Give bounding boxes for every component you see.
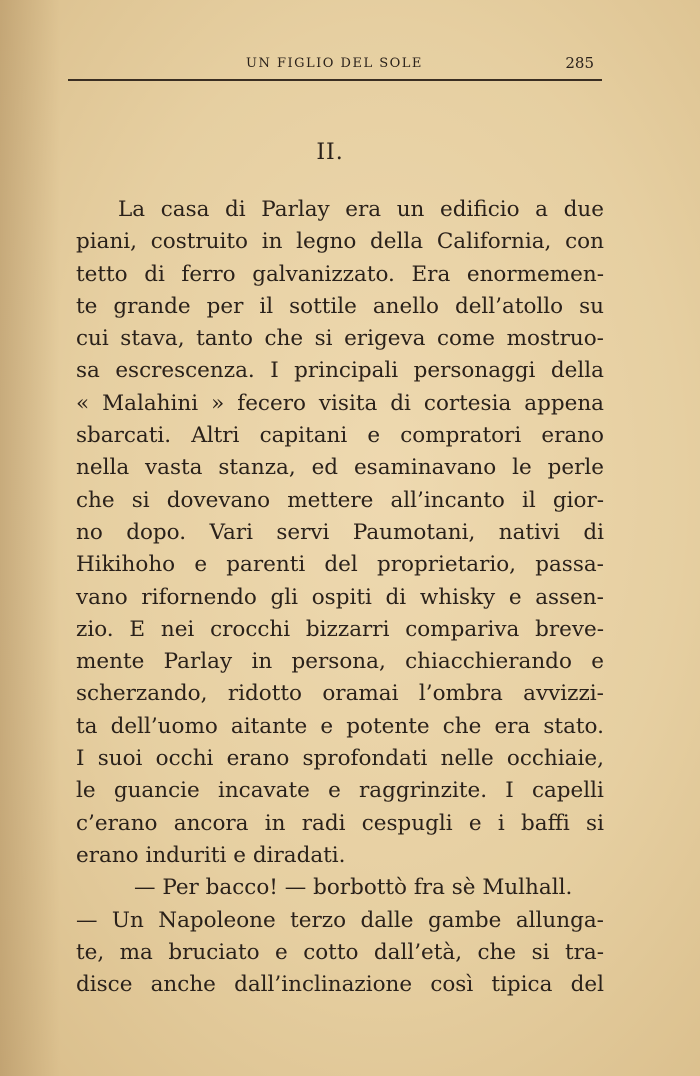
word: aitante [230,713,308,739]
word: gli [270,584,299,610]
word: galvanizzato. [252,261,395,287]
word: le [76,778,96,804]
word: cui [76,326,109,352]
word: di [225,197,246,222]
word: whisky [419,584,496,610]
word: ridotto [227,681,302,707]
word: mostruo- [506,326,604,352]
word: e [508,584,522,610]
text-line [76,323,604,355]
word: come [436,326,496,352]
word: di [390,390,411,416]
word: compariva [405,616,520,642]
word: Un [111,907,144,933]
word: Parlay [163,649,233,675]
word: Paumotani, [352,519,476,545]
word: chiacchierando [405,649,572,675]
word: stanza, [218,455,296,481]
word: occhi [155,746,214,772]
word: che [442,713,482,739]
text-line [76,614,604,646]
word: crocchi [210,616,291,642]
word: ospiti [311,584,372,610]
word: gior- [552,487,604,513]
word: cotto [303,939,359,965]
word: all’incanto [390,487,505,513]
text-line [76,452,604,484]
word: zio. [76,616,114,642]
dialogue-line: — Per bacco! — borbottò fra sè Mulhall. [134,875,573,901]
word: così [430,972,474,998]
word: dall’età, [373,939,463,965]
word: capitani [259,423,348,449]
word: personaggi [413,358,536,384]
word: per [206,293,244,319]
word: edificio [440,197,520,222]
text-line [76,259,604,291]
word: del [324,552,358,578]
word: mente [76,649,145,675]
word: scherzando, [76,681,208,707]
word: te [76,293,98,319]
word: stava, [120,326,185,352]
text-line [76,937,604,969]
word: erano [541,423,604,449]
word: dell’uomo [110,713,218,739]
word: I [270,358,279,384]
word: Malahini [102,390,199,416]
word: che [76,487,115,513]
word: si [131,487,150,513]
running-head [68,52,598,74]
word: piani, [76,229,138,255]
word: in [264,810,286,836]
word: e [591,649,604,675]
word: Altri [191,423,240,449]
word: nativi [498,519,560,545]
text-line [76,678,604,710]
word: esaminavano [353,455,497,481]
word: legno [296,229,357,255]
word: tipica [491,972,553,998]
word: costruito [150,229,248,255]
word: bizzarri [305,616,390,642]
word: con [565,229,604,255]
word: di [385,584,407,610]
word: che [264,326,304,352]
word: vasta [145,455,203,481]
dialogue-line [76,905,604,937]
word: era [494,713,531,739]
text-line [76,808,604,840]
word: sottile [289,293,357,319]
text-line [76,226,604,258]
word: l’ombra [418,681,503,707]
word: le [512,455,532,481]
word: I [505,778,514,804]
chapter-number: II. [316,140,344,165]
word: oramai [322,681,399,707]
word: disce [76,972,133,998]
word: i [497,810,505,836]
word: il [521,487,536,513]
word: due [563,197,604,222]
word: radi [301,810,346,836]
text-line [76,517,604,549]
word: Vari [209,519,253,545]
word: terzo [290,907,347,933]
word: dell’atollo [454,293,564,319]
text-line: erano induriti e diradati. [76,842,346,868]
word: e [468,810,482,836]
word: « [76,390,90,416]
word: te, [76,939,105,965]
word: appena [524,390,604,416]
word: suoi [97,746,143,772]
word: e [320,713,334,739]
header-rule [68,79,602,81]
word: passa- [535,552,604,578]
word: sbarcati. [76,423,172,449]
word: cortesia [423,390,512,416]
word: servi [276,519,330,545]
word: grande [113,293,191,319]
word: della [550,358,604,384]
word: anello [372,293,439,319]
running-title: UN FIGLIO DEL SOLE [246,56,423,71]
text-line [76,355,604,387]
word: ma [119,939,153,965]
word: visita [318,390,378,416]
word: ferro [181,261,236,287]
word: parenti [226,552,306,578]
word: occhiaie, [506,746,604,772]
word: avvizzi- [523,681,604,707]
word: e [367,423,381,449]
word: dovevano [166,487,271,513]
word: che [477,939,517,965]
word: escrescenza. [115,358,255,384]
word: persona, [291,649,386,675]
word: compratori [400,423,522,449]
word: il [259,293,274,319]
word: fecero [237,390,306,416]
word: allunga- [515,907,604,933]
page-number: 285 [565,54,594,72]
word: dalle [360,907,414,933]
word: tetto [76,261,128,287]
word: era [345,197,382,222]
word: enormemen- [466,261,604,287]
word: della [370,229,424,255]
word: ta [76,713,98,739]
text-line [76,743,604,775]
word: Napoleone [158,907,276,933]
word: tanto [196,326,253,352]
word: sprofondati [302,746,428,772]
word: La [118,197,146,222]
word: ancora [173,810,249,836]
word: e [328,778,341,804]
word: di [583,519,604,545]
word: e [275,939,288,965]
word: — [76,907,98,933]
word: bruciato [168,939,260,965]
text-line [76,549,604,581]
word: sa [76,358,100,384]
word: e [194,552,208,578]
word: breve- [535,616,604,642]
word: su [579,293,604,319]
word: si [314,326,333,352]
word: nei [160,616,195,642]
word: in [251,649,273,675]
word: c’erano [76,810,158,836]
word: » [211,390,225,416]
text-line [76,969,604,1001]
word: tra- [564,939,604,965]
word: gambe [427,907,502,933]
text-line [76,485,604,517]
word: incavate [217,778,310,804]
word: vano [76,584,128,610]
word: a [535,197,548,222]
word: no [76,519,103,545]
word: Era [411,261,451,287]
word: casa [160,197,210,222]
word: potente [346,713,430,739]
body-text [76,194,604,1001]
word: I [76,746,85,772]
word: di [144,261,165,287]
text-line [76,582,604,614]
word: nelle [440,746,494,772]
word: in [261,229,283,255]
word: raggrinzite. [359,778,488,804]
text-line [76,775,604,807]
word: cespugli [361,810,453,836]
word: ed [311,455,339,481]
word: dall’inclinazione [234,972,413,998]
word: erano [226,746,290,772]
text-line [76,388,604,420]
word: perle [547,455,604,481]
word: un [396,197,425,222]
word: anche [150,972,216,998]
word: mettere [287,487,374,513]
word: guancie [113,778,200,804]
word: Hikihoho [76,552,176,578]
word: capelli [531,778,604,804]
word: rifornendo [141,584,257,610]
word: assen- [535,584,604,610]
word: baffi [521,810,570,836]
word: dopo. [126,519,187,545]
word: del [570,972,604,998]
word: erigeva [344,326,426,352]
word: Parlay [261,197,330,222]
word: si [586,810,604,836]
word: si [531,939,550,965]
word: stato. [543,713,604,739]
text-line [76,194,604,226]
word: California, [436,229,552,255]
word: E [129,616,146,642]
word: nella [76,455,130,481]
word: principali [294,358,399,384]
text-line [76,646,604,678]
text-line [76,420,604,452]
word: proprietario, [377,552,517,578]
text-line [76,711,604,743]
text-line [76,291,604,323]
